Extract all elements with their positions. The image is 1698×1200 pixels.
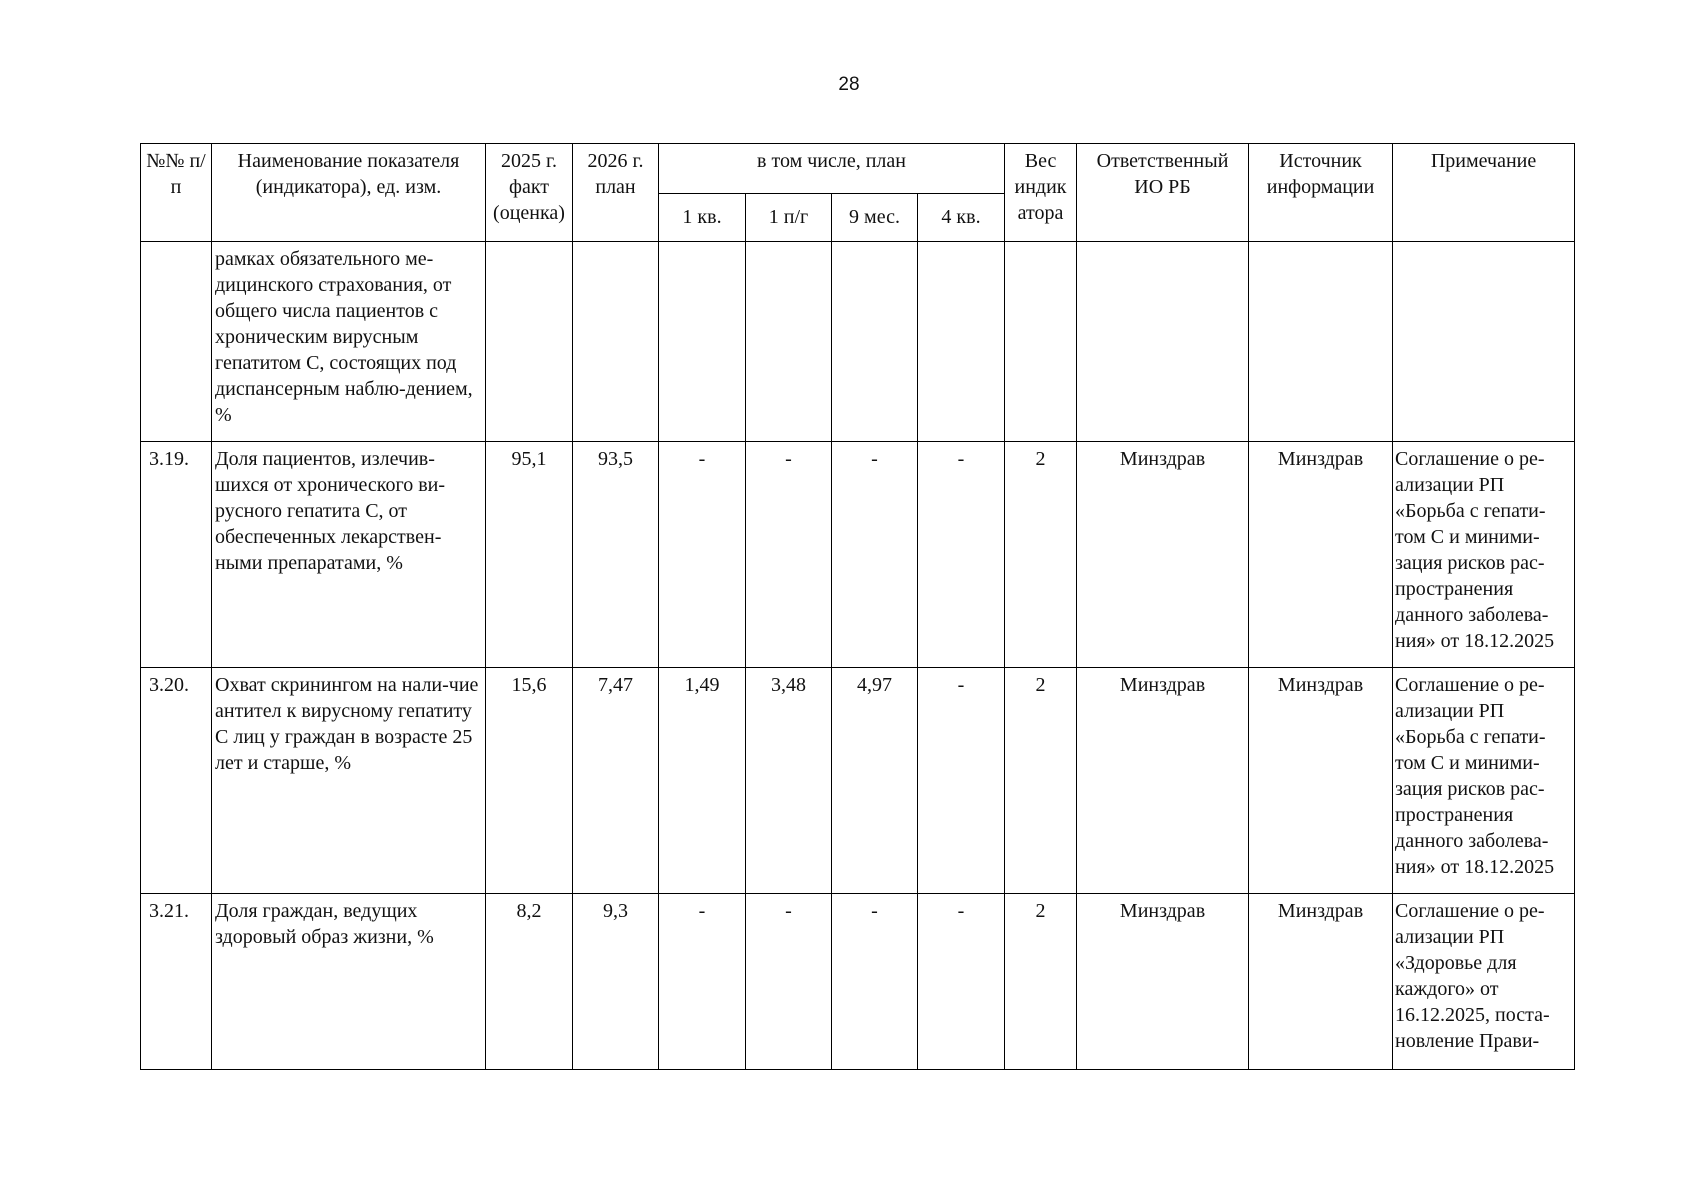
table-row-continuation: [141, 242, 1575, 442]
cell-h1: -: [746, 442, 832, 668]
header-num: №№ п/п: [141, 144, 212, 242]
header-fact-2025: 2025 г. факт (оценка): [486, 144, 573, 242]
cell-source: Минздрав: [1249, 894, 1393, 1070]
cell-weight: 2: [1005, 894, 1077, 1070]
cell-empty: [573, 242, 659, 442]
cell-responsible: Минздрав: [1077, 894, 1249, 1070]
cell-h1: 3,48: [746, 668, 832, 894]
page-number: 28: [838, 74, 860, 95]
header-incl-plan: в том числе, план: [659, 144, 1005, 194]
cell-q4: -: [918, 668, 1005, 894]
cell-num: 3.20.: [141, 668, 212, 894]
cell-note: Соглашение о ре-ализации РП «Здоровье для каждого» от 16.12.2025, поста-новление Прави-: [1393, 894, 1575, 1070]
indicators-table: [140, 143, 1575, 1070]
table-row: [141, 442, 1575, 668]
cell-plan-2026: 7,47: [573, 668, 659, 894]
cell-empty: [1249, 242, 1393, 442]
cell-fact-2025: 8,2: [486, 894, 573, 1070]
cell-plan-2026: 9,3: [573, 894, 659, 1070]
header-q4: 4 кв.: [918, 194, 1005, 242]
cell-empty: [486, 242, 573, 442]
cell-q1: 1,49: [659, 668, 746, 894]
cell-fact-2025: 95,1: [486, 442, 573, 668]
cell-empty: [918, 242, 1005, 442]
cell-weight: 2: [1005, 442, 1077, 668]
cell-num: [141, 242, 212, 442]
header-name: Наименование показателя (индикатора), ед. изм.: [212, 144, 486, 242]
header-h1: 1 п/г: [746, 194, 832, 242]
cell-plan-2026: 93,5: [573, 442, 659, 668]
header-q1: 1 кв.: [659, 194, 746, 242]
cell-responsible: Минздрав: [1077, 442, 1249, 668]
cell-empty: [746, 242, 832, 442]
cell-q4: -: [918, 442, 1005, 668]
cell-note: Соглашение о ре-ализации РП «Борьба с гепати-том С и миними-зация рисков рас-пространения данного заболева-ния» от 18.12.2025: [1393, 442, 1575, 668]
cell-name: Охват скринингом на нали-чие антител к вирусному гепатиту С лиц у граждан в возрасте 25 лет и старше, %: [212, 668, 486, 894]
cell-empty: [659, 242, 746, 442]
header-note: Примечание: [1393, 144, 1575, 242]
header-9m: 9 мес.: [832, 194, 918, 242]
cell-source: Минздрав: [1249, 442, 1393, 668]
cell-q1: -: [659, 894, 746, 1070]
header-weight: Вес индик атора: [1005, 144, 1077, 242]
cell-responsible: Минздрав: [1077, 668, 1249, 894]
table-row: [141, 894, 1575, 1070]
cell-empty: [832, 242, 918, 442]
cell-9m: 4,97: [832, 668, 918, 894]
header-responsible: Ответственный ИО РБ: [1077, 144, 1249, 242]
header-source: Источник информации: [1249, 144, 1393, 242]
table-header-row: [141, 144, 1575, 194]
cell-fact-2025: 15,6: [486, 668, 573, 894]
cell-9m: -: [832, 442, 918, 668]
cell-empty: [1077, 242, 1249, 442]
cell-empty: [1005, 242, 1077, 442]
table-row: [141, 668, 1575, 894]
cell-empty: [1393, 242, 1575, 442]
cell-weight: 2: [1005, 668, 1077, 894]
cell-q4: -: [918, 894, 1005, 1070]
cell-source: Минздрав: [1249, 668, 1393, 894]
cell-name: Доля пациентов, излечив-шихся от хронического ви-русного гепатита С, от обеспеченных лекарствен-ными препаратами, %: [212, 442, 486, 668]
cell-h1: -: [746, 894, 832, 1070]
cell-num: 3.19.: [141, 442, 212, 668]
cell-note: Соглашение о ре-ализации РП «Борьба с гепати-том С и миними-зация рисков рас-пространения данного заболева-ния» от 18.12.2025: [1393, 668, 1575, 894]
cell-9m: -: [832, 894, 918, 1070]
cell-q1: -: [659, 442, 746, 668]
cell-num: 3.21.: [141, 894, 212, 1070]
cell-name: рамках обязательного ме-дицинского страхования, от общего числа пациентов с хроническим вирусным гепатитом С, состоящих под диспансерным наблю-дением, %: [212, 242, 486, 442]
header-plan-2026: 2026 г. план: [573, 144, 659, 242]
cell-name: Доля граждан, ведущих здоровый образ жизни, %: [212, 894, 486, 1070]
